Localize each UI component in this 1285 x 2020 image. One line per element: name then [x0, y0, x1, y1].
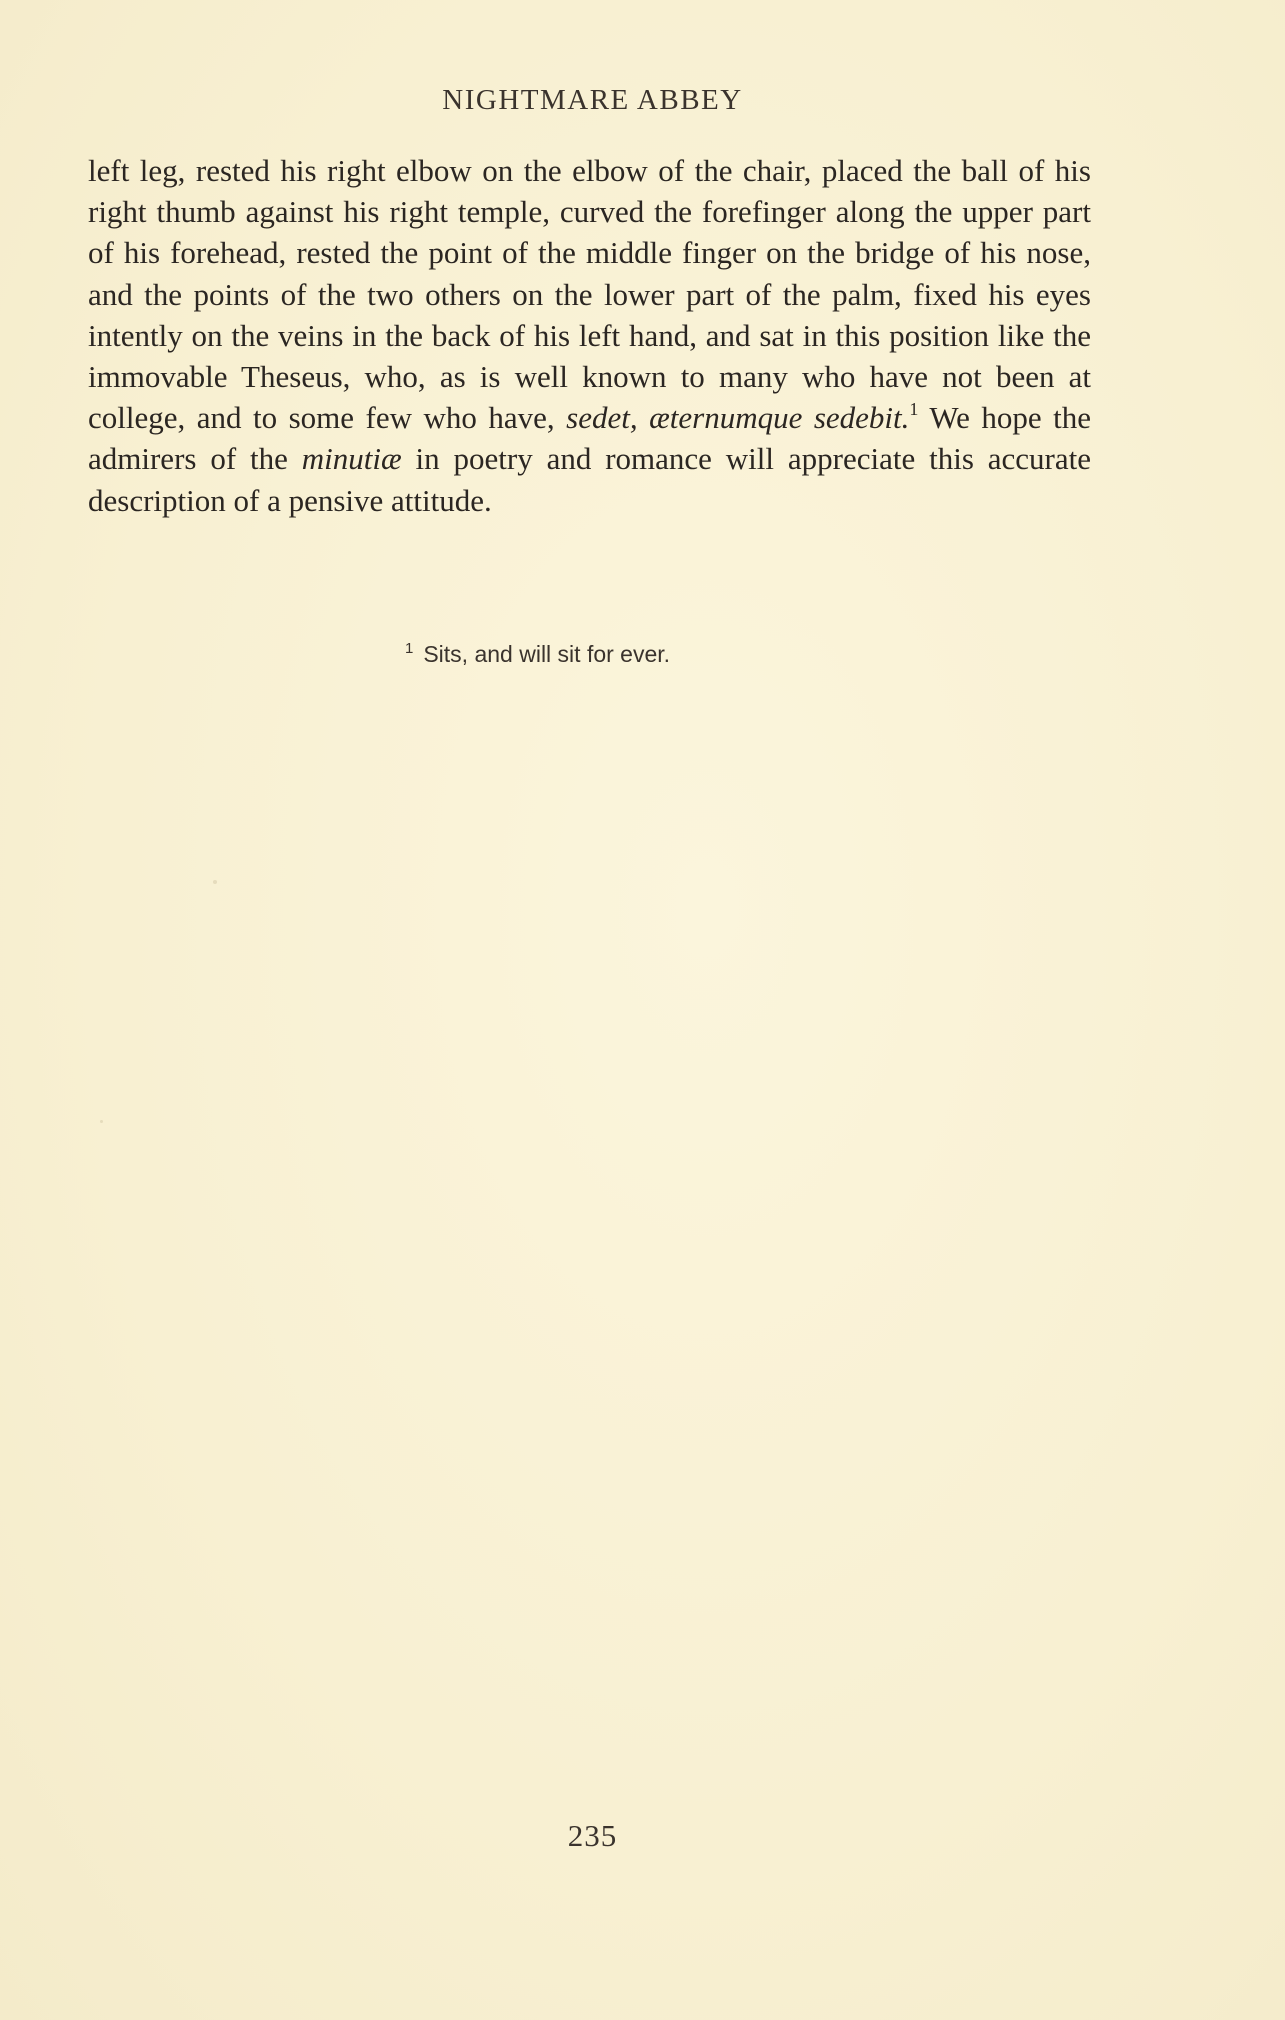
paper-speck	[100, 1120, 103, 1123]
page-number: 235	[567, 1818, 618, 1853]
paragraph-text-part1: left leg, rested his right elbow on the elbow of the chair, placed the ball of his right thumb against his right temple, curved the forefinger along the upper part of his forehead, rested the point of the middle finger on the bridge of his nose, and the points of the two others on the lower part of the palm, fixed his eyes intently on the veins in the back of his left hand, and sat in this position like the immovable Theseus, who, as is well known to many who have not been at college, and to some few who have,	[88, 153, 1091, 436]
running-head: NIGHTMARE ABBEY	[442, 84, 743, 116]
footnote-reference: 1	[909, 399, 919, 420]
paper-speck	[213, 880, 217, 884]
latin-quotation: sedet, æternumque sedebit.	[566, 400, 910, 436]
footnote-text: Sits, and will sit for ever.	[423, 641, 671, 667]
body-paragraph	[88, 150, 1091, 521]
minutiae-term: minutiæ	[301, 441, 402, 477]
footnote-marker: 1	[405, 640, 414, 657]
footnote	[405, 640, 670, 668]
paragraph-text-part2: We hope the admirers of the	[88, 400, 1092, 477]
paragraph-text-part3: in poetry and romance will appreciate this accurate description of a pensive attitude.	[88, 441, 1092, 518]
